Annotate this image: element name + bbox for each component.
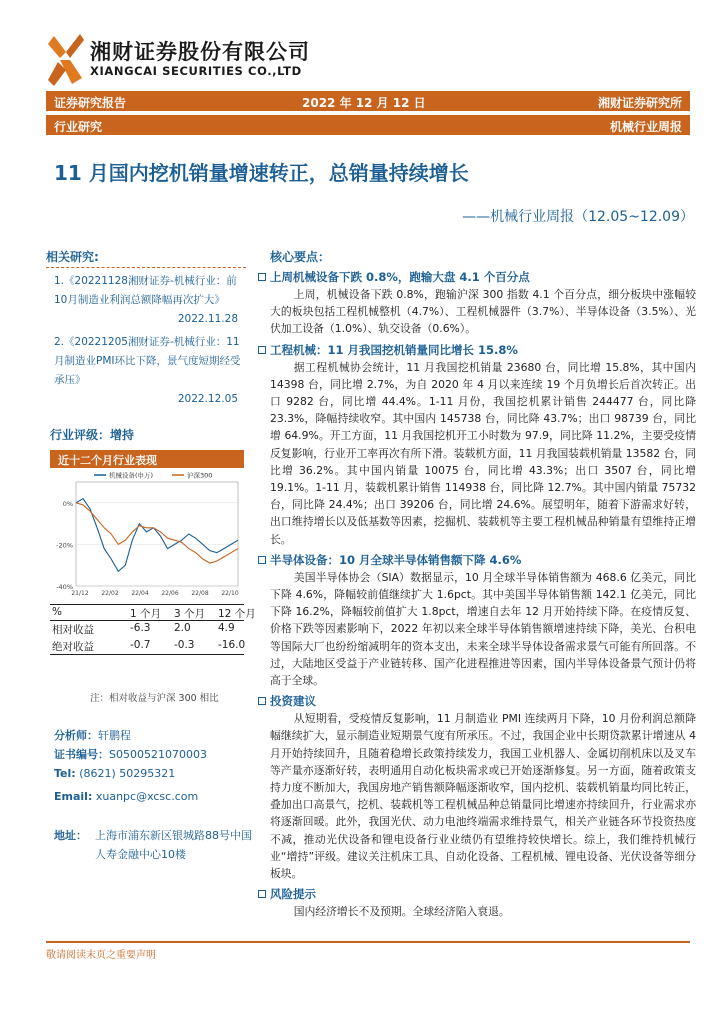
legend-label: 机械设备(申万) [109, 471, 154, 480]
paragraph: 据工程机械协会统计，11 月我国挖机销量 23680 台，同比增 15.8%，其中国内 14398 台，同比增 2.7%，为自 2020 年 4 月以来连续 19 个月负增长后首次转正。出口 9282 台，同比增 44.4%。1-11 月份，我国挖机累计销售 244477 台，同比降 23.3%，降幅持续收窄。其中国内 145738 台，同比降 43.7%；出口 98739 台，同比增 64.9%。开工方面，11 月我国挖机开工小时数为 97.9，同比降 11.2%，主要受疫情反复影响，行业开工率再次有所下滑。装载机方面，11 月我国装载机销量 13582 台，同比增 36.2%。其中国内销量 10075 台，同比增 43.3%；出口 3507 台，同比增 19.1%。1-11 月，装载机累计销售 114938 台，同比降 12.7%。其中国内销量 75732 台，同比降 24.4%；出口 39206 台，同比增 24.6%。展望明年，随着下游需求好转，出口维持增长以及低基数等因素，挖掘机、装载机等主要工程机械品种销量有望维持正增长。 [270, 360, 696, 546]
table-header-row [50, 604, 256, 621]
table-cell: 2.0 [174, 622, 191, 634]
section-heading: 半导体设备：10 月全球半导体销售额下降 4.6% [256, 552, 696, 569]
section-heading: 风险提示 [256, 886, 696, 903]
related-research [46, 248, 246, 409]
square-bullet-icon [258, 346, 266, 354]
table-cell: -0.7 [130, 639, 151, 651]
section-heading: 投资建议 [256, 693, 696, 710]
x-tick-label: 22/10 [221, 590, 239, 597]
table-cell: 4.9 [218, 622, 235, 634]
table-cell: 相对收益 [52, 624, 94, 636]
company-logo [46, 30, 366, 90]
company-name-cn: 湘财证券股份有限公司 [90, 40, 310, 64]
tel-label: Tel: [54, 767, 76, 780]
section-heading: 工程机械：11 月我国挖机销量同比增长 15.8% [256, 342, 696, 359]
table-note: 注：相对收益与沪深 300 相比 [90, 693, 219, 704]
report-body [256, 248, 696, 921]
analyst-info [54, 726, 254, 864]
header-band-2 [46, 115, 690, 135]
related-research-title[interactable]: 2.《20221205湘财证券-机械行业：11月制造业PMI环比下降，景气度短期经受承压》 [54, 336, 241, 386]
table-cell: 绝对收益 [52, 641, 94, 653]
header-band-1 [46, 91, 690, 111]
analyst-name-label: 分析师： [54, 729, 98, 742]
tel-number: (8621) 50295321 [79, 767, 176, 780]
email-link[interactable]: xuanpc@xcsc.com [95, 790, 199, 803]
table-header-cell: 3 个月 [174, 608, 206, 620]
company-logo-icon [46, 30, 86, 88]
divider [46, 267, 246, 268]
research-category: 行业研究 [54, 120, 103, 134]
square-bullet-icon [258, 697, 266, 705]
related-research-item[interactable] [46, 272, 246, 329]
paragraph: 国内经济增长不及预期。全球经济陷入衰退。 [293, 905, 510, 919]
cert-number: S0500521070003 [109, 748, 207, 761]
y-tick-label: 0% [62, 499, 73, 508]
paragraph: 从短期看，受疫情反复影响，11 月制造业 PMI 连续两月下降，10 月份利润总额降幅继续扩大，显示制造业短期景气度有所承压。不过，我国企业中长期贷款累计增速从 4 月开始持续回升，且随着稳增长政策持续发力，我国工业机器人、金属切削机床以及叉车等产量亦逐渐好转，表明通用自动化板块需求或已开始逐渐修复。另一方面，随着政策支持力度不断加大，我国房地产销售额降幅逐渐收窄，国内挖机、装载机销量均同比转正，叠加出口高景气，挖机、装载机等工程机械品种总销量同比增速亦持续回升，行业需求亦将逐渐回暖。此外，我国光伏、动力电池终端需求维持景气，相关产业链各环节投资热度不减，推动光伏设备和锂电设备行业业绩仍有望维持较快增长。综上，我们维持机械行业“增持”评级。建议关注机床工具、自动化设备、工程机械、锂电设备、光伏设备等细分板块。 [270, 712, 696, 881]
square-bullet-icon [258, 556, 266, 564]
address: 上海市浦东新区银城路88号中国人寿金融中心10楼 [95, 829, 252, 861]
report-type: 证券研究报告 [54, 96, 127, 110]
y-tick-label: -20% [56, 541, 73, 550]
chart-title: 近十二个月行业表现 [50, 450, 244, 468]
related-research-date: 2022.12.05 [177, 393, 238, 405]
x-tick-label: 21/12 [71, 590, 89, 597]
x-tick-label: 22/08 [191, 590, 209, 597]
table-header-cell: 1 个月 [130, 608, 162, 620]
series-line [76, 499, 238, 572]
performance-table [50, 604, 256, 655]
cert-label: 证书编号： [54, 748, 109, 761]
page-subtitle: ——机械行业周报（12.05~12.09） [462, 209, 694, 225]
email-label: Email: [54, 790, 93, 803]
y-tick-label: -40% [56, 583, 73, 591]
plot-frame [76, 482, 238, 586]
related-research-heading: 相关研究: [46, 250, 99, 264]
section-heading: 上周机械设备下跌 0.8%，跑输大盘 4.1 个百分点 [256, 269, 696, 286]
performance-chart [50, 468, 244, 602]
industry-rating: 行业评级：增持 [50, 428, 135, 442]
report-series: 机械行业周报 [609, 120, 682, 134]
related-research-item[interactable] [46, 333, 246, 409]
table-header-cell: % [52, 606, 62, 618]
table-cell: -0.3 [174, 639, 195, 651]
address-label: 地址： [54, 829, 87, 842]
table-header-cell: 12 个月 [218, 608, 256, 620]
x-tick-label: 22/02 [101, 590, 119, 597]
related-research-date: 2022.11.28 [177, 313, 238, 325]
institute-name: 湘财证券研究所 [597, 96, 682, 110]
related-research-title[interactable]: 1.《20221128湘财证券-机械行业：前10月制造业利润总额降幅再次扩大》 [54, 275, 237, 306]
performance-chart-svg [50, 468, 244, 602]
table-row [50, 621, 244, 638]
square-bullet-icon [258, 273, 266, 281]
legend-label: 沪深300 [187, 471, 213, 480]
report-date: 2022 年 12 月 12 日 [302, 96, 426, 110]
square-bullet-icon [258, 890, 266, 898]
company-name-en: XIANGCAI SECURITIES CO.,LTD [90, 64, 302, 78]
table-cell: -6.3 [130, 622, 151, 634]
series-line [76, 503, 238, 563]
page-title: 11 月国内挖机销量增速转正，总销量持续增长 [54, 161, 469, 185]
x-tick-label: 22/04 [131, 590, 149, 597]
paragraph: 上周，机械设备下跌 0.8%，跑输沪深 300 指数 4.1 个百分点，细分板块中涨幅较大的板块包括工程机械整机（4.7%）、工程机械器件（3.7%）、半导体设备（3.5%）、光伏加工设备（1.0%）、轨交设备（0.6%）。 [270, 288, 696, 336]
table-cell: -16.0 [218, 639, 246, 651]
table-row [50, 638, 244, 655]
key-points-title: 核心要点： [270, 250, 331, 264]
paragraph: 美国半导体协会（SIA）数据显示，10 月全球半导体销售额为 468.6 亿美元，同比下降 4.6%，降幅较前值继续扩大 1.6pct。其中美国半导体销售额 142.1 亿美元，同比下降 16.2%，降幅较前值扩大 1.8pct，增速自去年 12 月开始持续下降。在疫情反复、价格下跌等因素影响下，2022 年初以来全球半导体销售额增速持续下降，美光、台积电等国际大厂也纷纷缩减明年的资本支出，未来全球半导体设备需求景气可能有所回落。不过，大陆地区受益于产业链转移、国产化进程推进等因素，国内半导体设备景气预计仍将高于全球。 [270, 570, 696, 688]
analyst-name: 轩鹏程 [98, 729, 131, 742]
footer-divider [46, 941, 690, 943]
footer-disclaimer[interactable]: 敬请阅读末页之重要声明 [46, 950, 156, 961]
x-tick-label: 22/06 [161, 590, 179, 597]
